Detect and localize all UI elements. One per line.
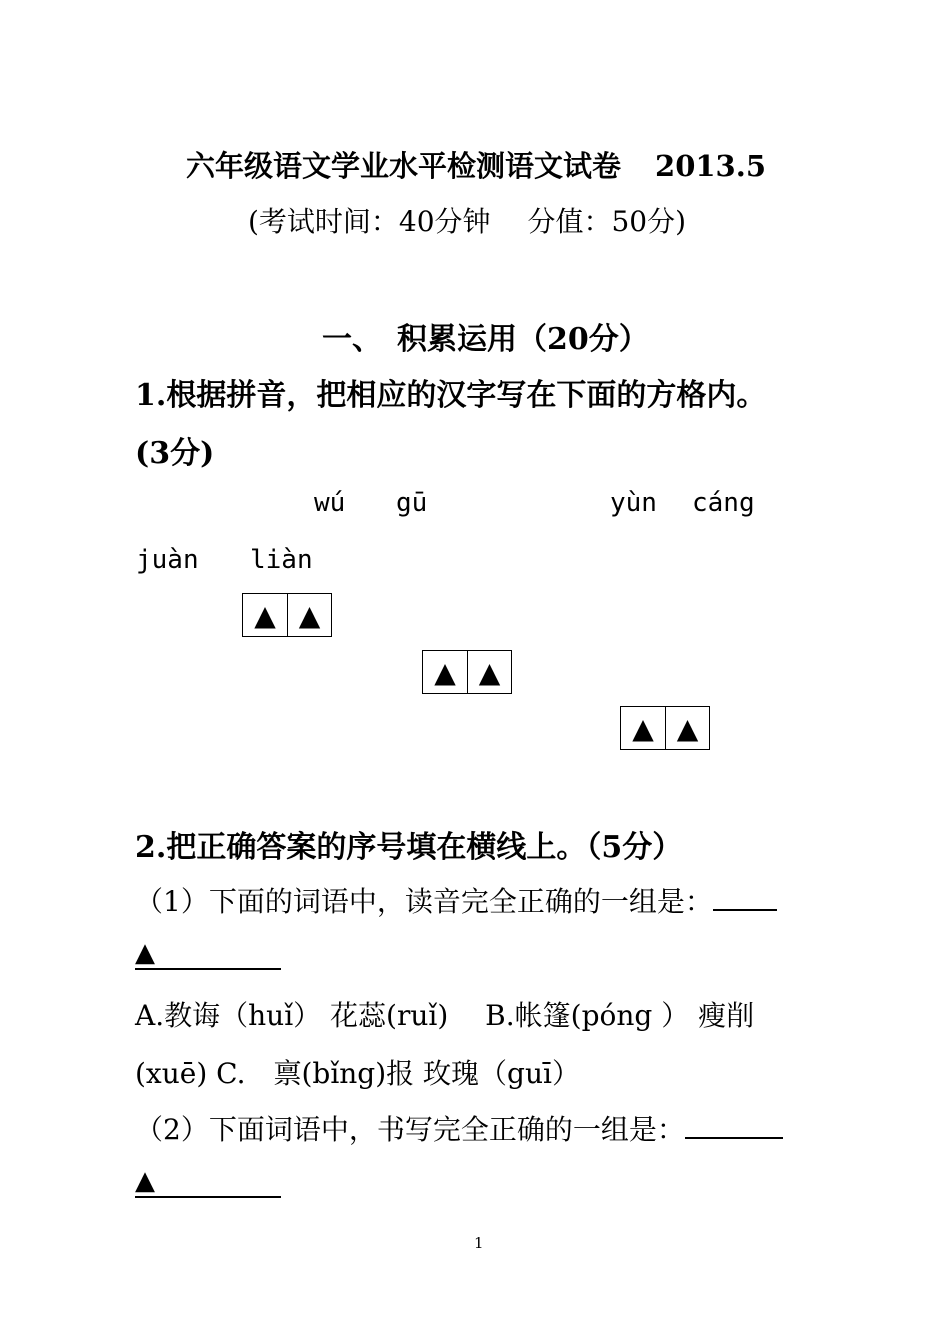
answer-line-2[interactable] [135,1166,281,1198]
answer-cell[interactable]: ▲ [434,655,456,689]
question-2-2-text: （2）下面词语中，书写完全正确的一组是： [135,1113,685,1146]
question-2-1 [135,880,777,920]
answer-box-group-1[interactable] [242,593,332,637]
pinyin-yun: yùn [610,488,657,518]
answer-line-1[interactable] [135,938,281,970]
answer-mark: ▲ [135,938,155,968]
section-heading: 一、 积累运用（20分） [322,322,649,357]
page-number: 1 [474,1234,484,1252]
question-2-2 [135,1108,783,1148]
question-1-score: (3分) [135,436,215,471]
question-2-1-text: （1）下面的词语中，读音完全正确的一组是： [135,885,713,918]
question-2-1-options-line-2: (xuē) C. 禀(bǐng)报 玫瑰（guī） [135,1057,580,1090]
question-2-1-options-line-1: A.教诲（huǐ） 花蕊(ruǐ) B.帐篷(póng ） 瘦削 [135,999,755,1032]
answer-box-group-2[interactable] [422,650,512,694]
page-title [186,144,766,185]
answer-blank[interactable] [713,883,777,911]
answer-cell[interactable]: ▲ [467,651,511,693]
answer-box-group-3[interactable] [620,706,710,750]
answer-cell[interactable]: ▲ [665,707,709,749]
answer-cell[interactable]: ▲ [287,594,331,636]
question-1-stem: 1.根据拼音，把相应的汉字写在下面的方格内。 [135,378,767,413]
exam-info: (考试时间：40分钟 分值：50分) [248,205,687,238]
pinyin-cang: cáng [692,488,755,518]
answer-cell[interactable]: ▲ [254,598,276,632]
pinyin-gu: gū [396,488,428,518]
pinyin-lian: liàn [250,545,313,575]
answer-blank[interactable] [685,1111,783,1139]
title-date: 2013.5 [655,149,767,183]
question-2-stem: 2.把正确答案的序号填在横线上。（5分） [135,830,683,865]
pinyin-juan: juàn [136,545,199,575]
answer-cell[interactable]: ▲ [632,711,654,745]
title-text: 六年级语文学业水平检测语文试卷 [186,149,622,183]
pinyin-wu: wú [314,488,346,518]
answer-mark: ▲ [135,1166,155,1196]
